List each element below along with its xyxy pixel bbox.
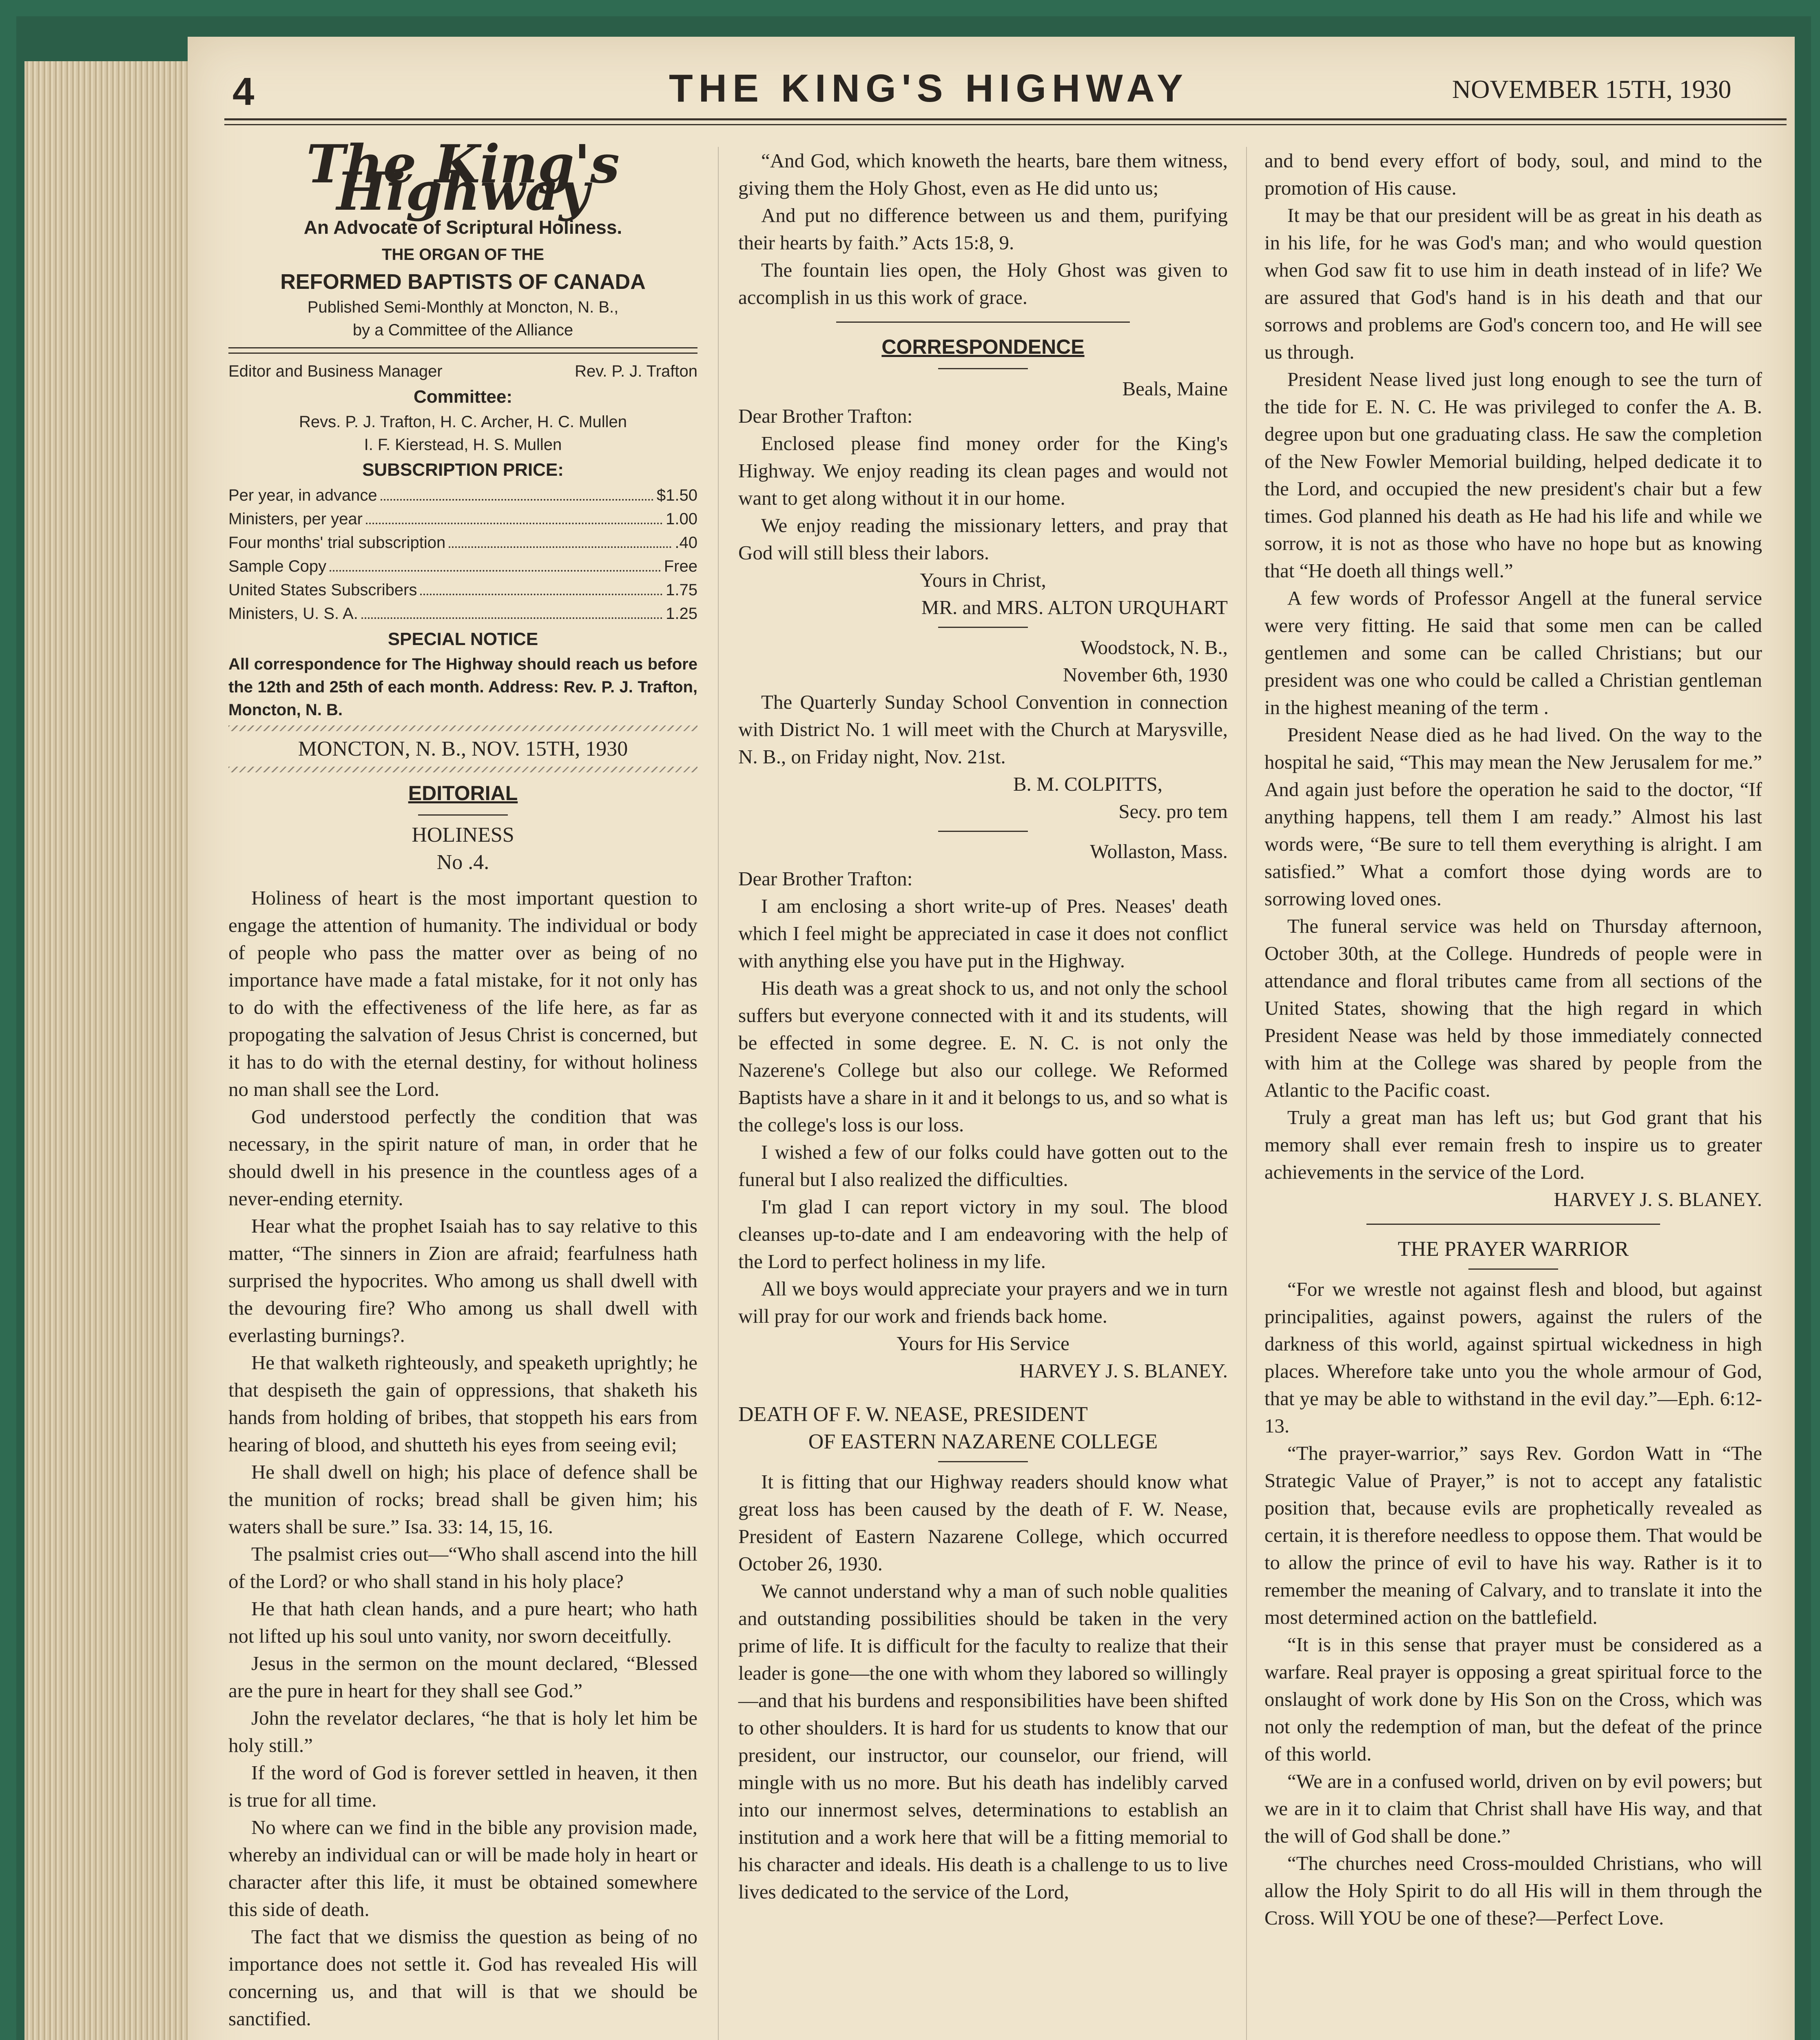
article-subtitle: No .4. — [436, 851, 489, 874]
paragraph: The Quarterly Sunday School Convention in connection with District No. 1 will meet with the Church at Marysville, N. B., on Friday night, Nov. 21st. — [738, 691, 1228, 768]
masthead-rule — [228, 347, 697, 354]
short-rule — [938, 368, 1028, 369]
leader-dots — [420, 578, 662, 595]
price-label: Per year, in advance — [228, 486, 377, 504]
notice-head: SPECIAL NOTICE — [387, 629, 538, 649]
paragraph: The fountain lies open, the Holy Ghost was given to accomplish in us this work of grace. — [738, 259, 1228, 308]
masthead-line4: Published Semi-Monthly at Moncton, N. B., — [307, 298, 619, 316]
leader-dots — [449, 531, 671, 548]
paragraph: His death was a great shock to us, and not only the school suffers but everyone connected with it and its students, will be effected in some degree. E. N. C. is not only the Nazerene's College but also our college. We Reformed Baptists have a share in it and it belongs to us, and so what is the college's loss is our loss. — [738, 977, 1228, 1136]
paragraph: “We are in a confused world, driven on by evil powers; but we are in it to claim that Christ shall have His way, and that the will of God shall be done.” — [1264, 1770, 1762, 1847]
short-rule — [418, 814, 508, 816]
masthead-line1: An Advocate of Scriptural Holiness. — [303, 217, 622, 238]
paragraph: No where can we find in the bible any provision made, whereby an individual can or will be made holy in heart or character after this life, it must be obtained somewhere this side of death. — [228, 1816, 697, 1920]
paragraph: All we boys would appreciate your prayers and we in turn will pray for our work and friends back home. — [738, 1277, 1228, 1327]
paragraph: Truly a great man has left us; but God grant that his memory shall ever remain fresh to inspire us to greater achievements in the service of the Lord. — [1264, 1106, 1762, 1183]
column-1 — [228, 134, 697, 2032]
letter-place: Woodstock, N. B., — [1080, 636, 1228, 659]
newspaper-page — [188, 37, 1795, 2040]
paragraph: President Nease died as he had lived. On the way to the hospital he said, “This may mean the New Jerusalem for me.” And again just before the operation he said to the doctor, “If anything happens, tell them I am ready.” Almost his last words were, “Be sure to tell them everything is alright. I am satisfied.” What a comfort those dying words are to sorrowing loved ones. — [1264, 723, 1762, 910]
paragraph: If the word of God is forever settled in heaven, it then is true for all time. — [228, 1761, 697, 1811]
committee-2: I. F. Kierstead, H. S. Mullen — [364, 436, 562, 454]
letter-date: November 6th, 1930 — [1063, 663, 1228, 686]
paragraph: The psalmist cries out—“Who shall ascend into the hill of the Lord? or who shall stand in his holy place? — [228, 1543, 697, 1592]
paragraph: He shall dwell on high; his place of defence shall be the munition of rocks; bread shall be given him; his waters shall be sure.” Isa. 33: 14, 15, 16. — [228, 1461, 697, 1538]
death-head-2: OF EASTERN NAZARENE COLLEGE — [808, 1430, 1158, 1453]
column-divider — [718, 147, 719, 2040]
paragraph: “It is in this sense that prayer must be considered as a warfare. Real prayer is opposing a great spiritual force to the onslaught of work done by His Son on the Cross, which was not only the redemption of man, but the defeat of the prince of this world. — [1264, 1633, 1762, 1765]
letter-place: Wollaston, Mass. — [1090, 840, 1228, 863]
paragraph: We cannot understand why a man of such noble qualities and outstanding possibilities should be taken in the very prime of life. It is difficult for the faculty to realize that their leader is gone—the one with whom they labored so willingly—and that his burdens and responsibilities have been shifted to other shoulders. It is hard for us students to know that our president, our instructor, our counselor, our friend, will mingle with us no more. But his death has indelibly carved into our innermost selves, determinations to establish an institution and a work here that will be a fitting memorial to his character and ideals. His death is a challenge to us to live lives dedicated to the service of the Lord, — [738, 1580, 1228, 1903]
paragraph: Enclosed please find money order for the King's Highway. We enjoy reading its clean pages and would not want to get along without it in our home. — [738, 432, 1228, 509]
paragraph: and to bend every effort of body, soul, and mind to the promotion of His cause. — [1264, 149, 1762, 199]
signature: B. M. COLPITTS, — [1013, 773, 1162, 795]
price-row — [228, 531, 697, 554]
price-row — [228, 483, 697, 507]
editor-label: Editor and Business Manager — [228, 362, 443, 380]
closing: Yours in Christ, — [920, 569, 1046, 591]
editor-name: Rev. P. J. Trafton — [575, 362, 697, 380]
column-divider — [1246, 147, 1247, 2040]
header-rule — [224, 118, 1787, 120]
short-rule — [938, 627, 1028, 628]
issue-date: NOVEMBER 15TH, 1930 — [1452, 75, 1731, 104]
notice-text: All correspondence for The Highway should reach us before the 12th and 25th of each month. Address: Rev. P. J. Trafton, Moncton, N. B. — [228, 655, 697, 719]
page-number: 4 — [232, 70, 255, 113]
leader-dots — [366, 507, 662, 524]
paragraph: “For we wrestle not against flesh and blood, but against principalities, against powers, against the rulers of the darkness of this world, against spirtual wickedness in high places. Wherefore take unto you the whole armour of God, that ye may be able to withstand in the evil day.”—Eph. 6:12-13. — [1264, 1278, 1762, 1437]
leader-dots — [381, 483, 653, 501]
price-label: United States Subscribers — [228, 581, 417, 599]
short-rule — [1468, 1268, 1558, 1270]
paragraph: A few words of Professor Angell at the funeral service were very fitting. He said that some men can be called gentlemen and some can be called Christians; but our president was one who could be called a Christian gentleman in the highest meaning of the term . — [1264, 587, 1762, 718]
spacer — [738, 1384, 1228, 1401]
price-value: .40 — [675, 534, 697, 552]
editor-row — [228, 359, 697, 383]
header-rule-2 — [224, 124, 1787, 125]
signature: HARVEY J. S. BLANEY. — [1019, 1359, 1228, 1382]
price-row — [228, 507, 697, 531]
death-head-1: DEATH OF F. W. NEASE, PRESIDENT — [738, 1403, 1088, 1426]
paragraph: I am enclosing a short write-up of Pres. Neases' death which I feel might be appreciated in case it does not conflict with anything else you have put in the Highway. — [738, 895, 1228, 972]
salutation: Dear Brother Trafton: — [738, 405, 913, 427]
paragraph: I wished a few of our folks could have gotten out to the funeral but I also realized the difficulties. — [738, 1141, 1228, 1191]
dateline: MONCTON, N. B., NOV. 15TH, 1930 — [298, 737, 628, 761]
paragraph: Jesus in the sermon on the mount declared, “Blessed are the pure in heart for they shall see God.” — [228, 1652, 697, 1702]
price-value: $1.50 — [656, 486, 697, 504]
signature: HARVEY J. S. BLANEY. — [1554, 1188, 1762, 1211]
price-value: 1.25 — [666, 605, 697, 623]
paragraph: And put no difference between us and them, purifying their hearts by faith.” Acts 15:8, 9. — [738, 204, 1228, 254]
prayer-head: THE PRAYER WARRIOR — [1397, 1237, 1629, 1261]
masthead-line3: REFORMED BAPTISTS OF CANADA — [280, 270, 646, 294]
wavy-rule — [228, 725, 697, 731]
letter-place: Beals, Maine — [1122, 377, 1228, 400]
price-row — [228, 578, 697, 602]
paragraph: God understood perfectly the condition that was necessary, in the spirit nature of man, in order that he should dwell in his presence in the countless ages of a never-ending eternity. — [228, 1105, 697, 1210]
paragraph: Hear what the prophet Isaiah has to say relative to this matter, “The sinners in Zion are afraid; fearfulness hath surprised the hypocrites. Who among us shall dwell with the devouring fire? Who among us shall dwell with everlasting burnings?. — [228, 1215, 697, 1346]
price-label: Ministers, U. S. A. — [228, 605, 358, 623]
paragraph: It is fitting that our Highway readers should know what great loss has been caused by the death of F. W. Nease, President of Eastern Nazarene College, which occurred October 26, 1930. — [738, 1470, 1228, 1575]
paragraph: John the revelator declares, “he that is holy let him be holy still.” — [228, 1707, 697, 1756]
article-title: HOLINESS — [412, 823, 514, 847]
price-label: Four months' trial subscription — [228, 534, 446, 552]
page-edges — [24, 61, 196, 2040]
wavy-rule — [228, 767, 697, 772]
paragraph: President Nease lived just long enough to see the turn of the tide for E. N. C. He was privileged to confer the A. B. degree upon but one graduating class. He saw the completion of the New Fowler Memorial building, helped dedicate it to the Lord, and occupied the new president's chair but a few times. God planned his death as He had his life and while we sorrow, it is not as those who have no hope but as knowing that “He doeth all things well.” — [1264, 368, 1762, 582]
leader-dots — [361, 602, 662, 619]
leader-dots — [330, 554, 661, 572]
paragraph: “And God, which knoweth the hearts, bare them witness, giving them the Holy Ghost, even as He did unto us; — [738, 149, 1228, 199]
page-title: THE KING'S HIGHWAY — [669, 67, 1189, 110]
subscription-head: SUBSCRIPTION PRICE: — [362, 460, 564, 480]
signature: MR. and MRS. ALTON URQUHART — [921, 596, 1228, 619]
paragraph: Holiness of heart is the most important question to engage the attention of humanity. The individual or body of people who pass the matter over as being of no importance have made a fatal mistake, for it not only has to do with the effectiveness of the life here, as far as propogating the salvation of Jesus Christ is concerned, but it has to do with the eternal destiny, for without holiness no man shall see the Lord. — [228, 887, 697, 1100]
short-rule — [938, 831, 1028, 832]
committee-head: Committee: — [413, 387, 513, 407]
price-value: Free — [664, 557, 697, 575]
paragraph: It may be that our president will be as great in his death as in his life, for he was God's man; and who would question when God saw fit to use him in death instead of in life? We are assured that God's hand is in his death and that our sorrows and problems are God's concern too, and He will see us through. — [1264, 204, 1762, 363]
paragraph: The fact that we dismiss the question as being of no importance does not settle it. God has revealed His will concerning us, and that will is that we should be sanctified. — [228, 1925, 697, 2030]
signature-title: Secy. pro tem — [1118, 800, 1228, 823]
column-2 — [738, 147, 1228, 1905]
masthead-line2: THE ORGAN OF THE — [382, 246, 544, 264]
short-rule — [938, 1461, 1028, 1462]
correspondence-head: CORRESPONDENCE — [881, 335, 1085, 358]
salutation: Dear Brother Trafton: — [738, 867, 913, 890]
paragraph: I'm glad I can report victory in my soul. The blood cleanses up-to-date and I am endeavoring with the help of the Lord to perfect holiness in my life. — [738, 1195, 1228, 1273]
paragraph: We enjoy reading the missionary letters, and pray that God will still bless their labors. — [738, 514, 1228, 564]
editorial-head: EDITORIAL — [408, 782, 518, 805]
committee-1: Revs. P. J. Trafton, H. C. Archer, H. C. Mullen — [299, 413, 627, 431]
price-list — [228, 483, 697, 625]
price-label: Sample Copy — [228, 557, 327, 575]
masthead-line5: by a Committee of the Alliance — [352, 321, 573, 339]
price-value: 1.00 — [666, 510, 697, 528]
paragraph: “The prayer-warrior,” says Rev. Gordon Watt in “The Strategic Value of Prayer,” is not to accept any fatalistic position that, because evils are prophetically revealed as certain, it is therefore needless to oppose them. That would be to allow the prince of evil to have his way. Rather is it to remember the meaning of Calvary, and to translate it into the most determined action on the battlefield. — [1264, 1442, 1762, 1628]
section-rule — [836, 322, 1130, 323]
section-rule — [1366, 1224, 1660, 1225]
price-row — [228, 554, 697, 578]
closing: Yours for His Service — [897, 1332, 1069, 1355]
price-row — [228, 602, 697, 625]
price-value: 1.75 — [666, 581, 697, 599]
paragraph: “The churches need Cross-moulded Christians, who will allow the Holy Spirit to do all His will in them through the Cross. Will YOU be one of these?—Perfect Love. — [1264, 1852, 1762, 1929]
masthead-title: The King's Highway — [306, 134, 620, 222]
paragraph: The funeral service was held on Thursday afternoon, October 30th, at the College. Hundreds of people were in attendance and floral tributes came from all sections of the United States, showing that the high regard in which President Nease was held by those immediately connected with him at the College was shared by people from the Atlantic to the Pacific coast. — [1264, 915, 1762, 1101]
paragraph: He that hath clean hands, and a pure heart; who hath not lifted up his soul unto vanity, nor sworn deceitfully. — [228, 1597, 697, 1647]
price-label: Ministers, per year — [228, 510, 363, 528]
column-3 — [1264, 147, 1762, 1931]
paragraph: He that walketh righteously, and speaketh uprightly; he that despiseth the gain of oppressions, that shaketh his hands from holding of bribes, that stoppeth his ears from hearing of blood, and shutteth his eyes from seeing evil; — [228, 1351, 697, 1456]
